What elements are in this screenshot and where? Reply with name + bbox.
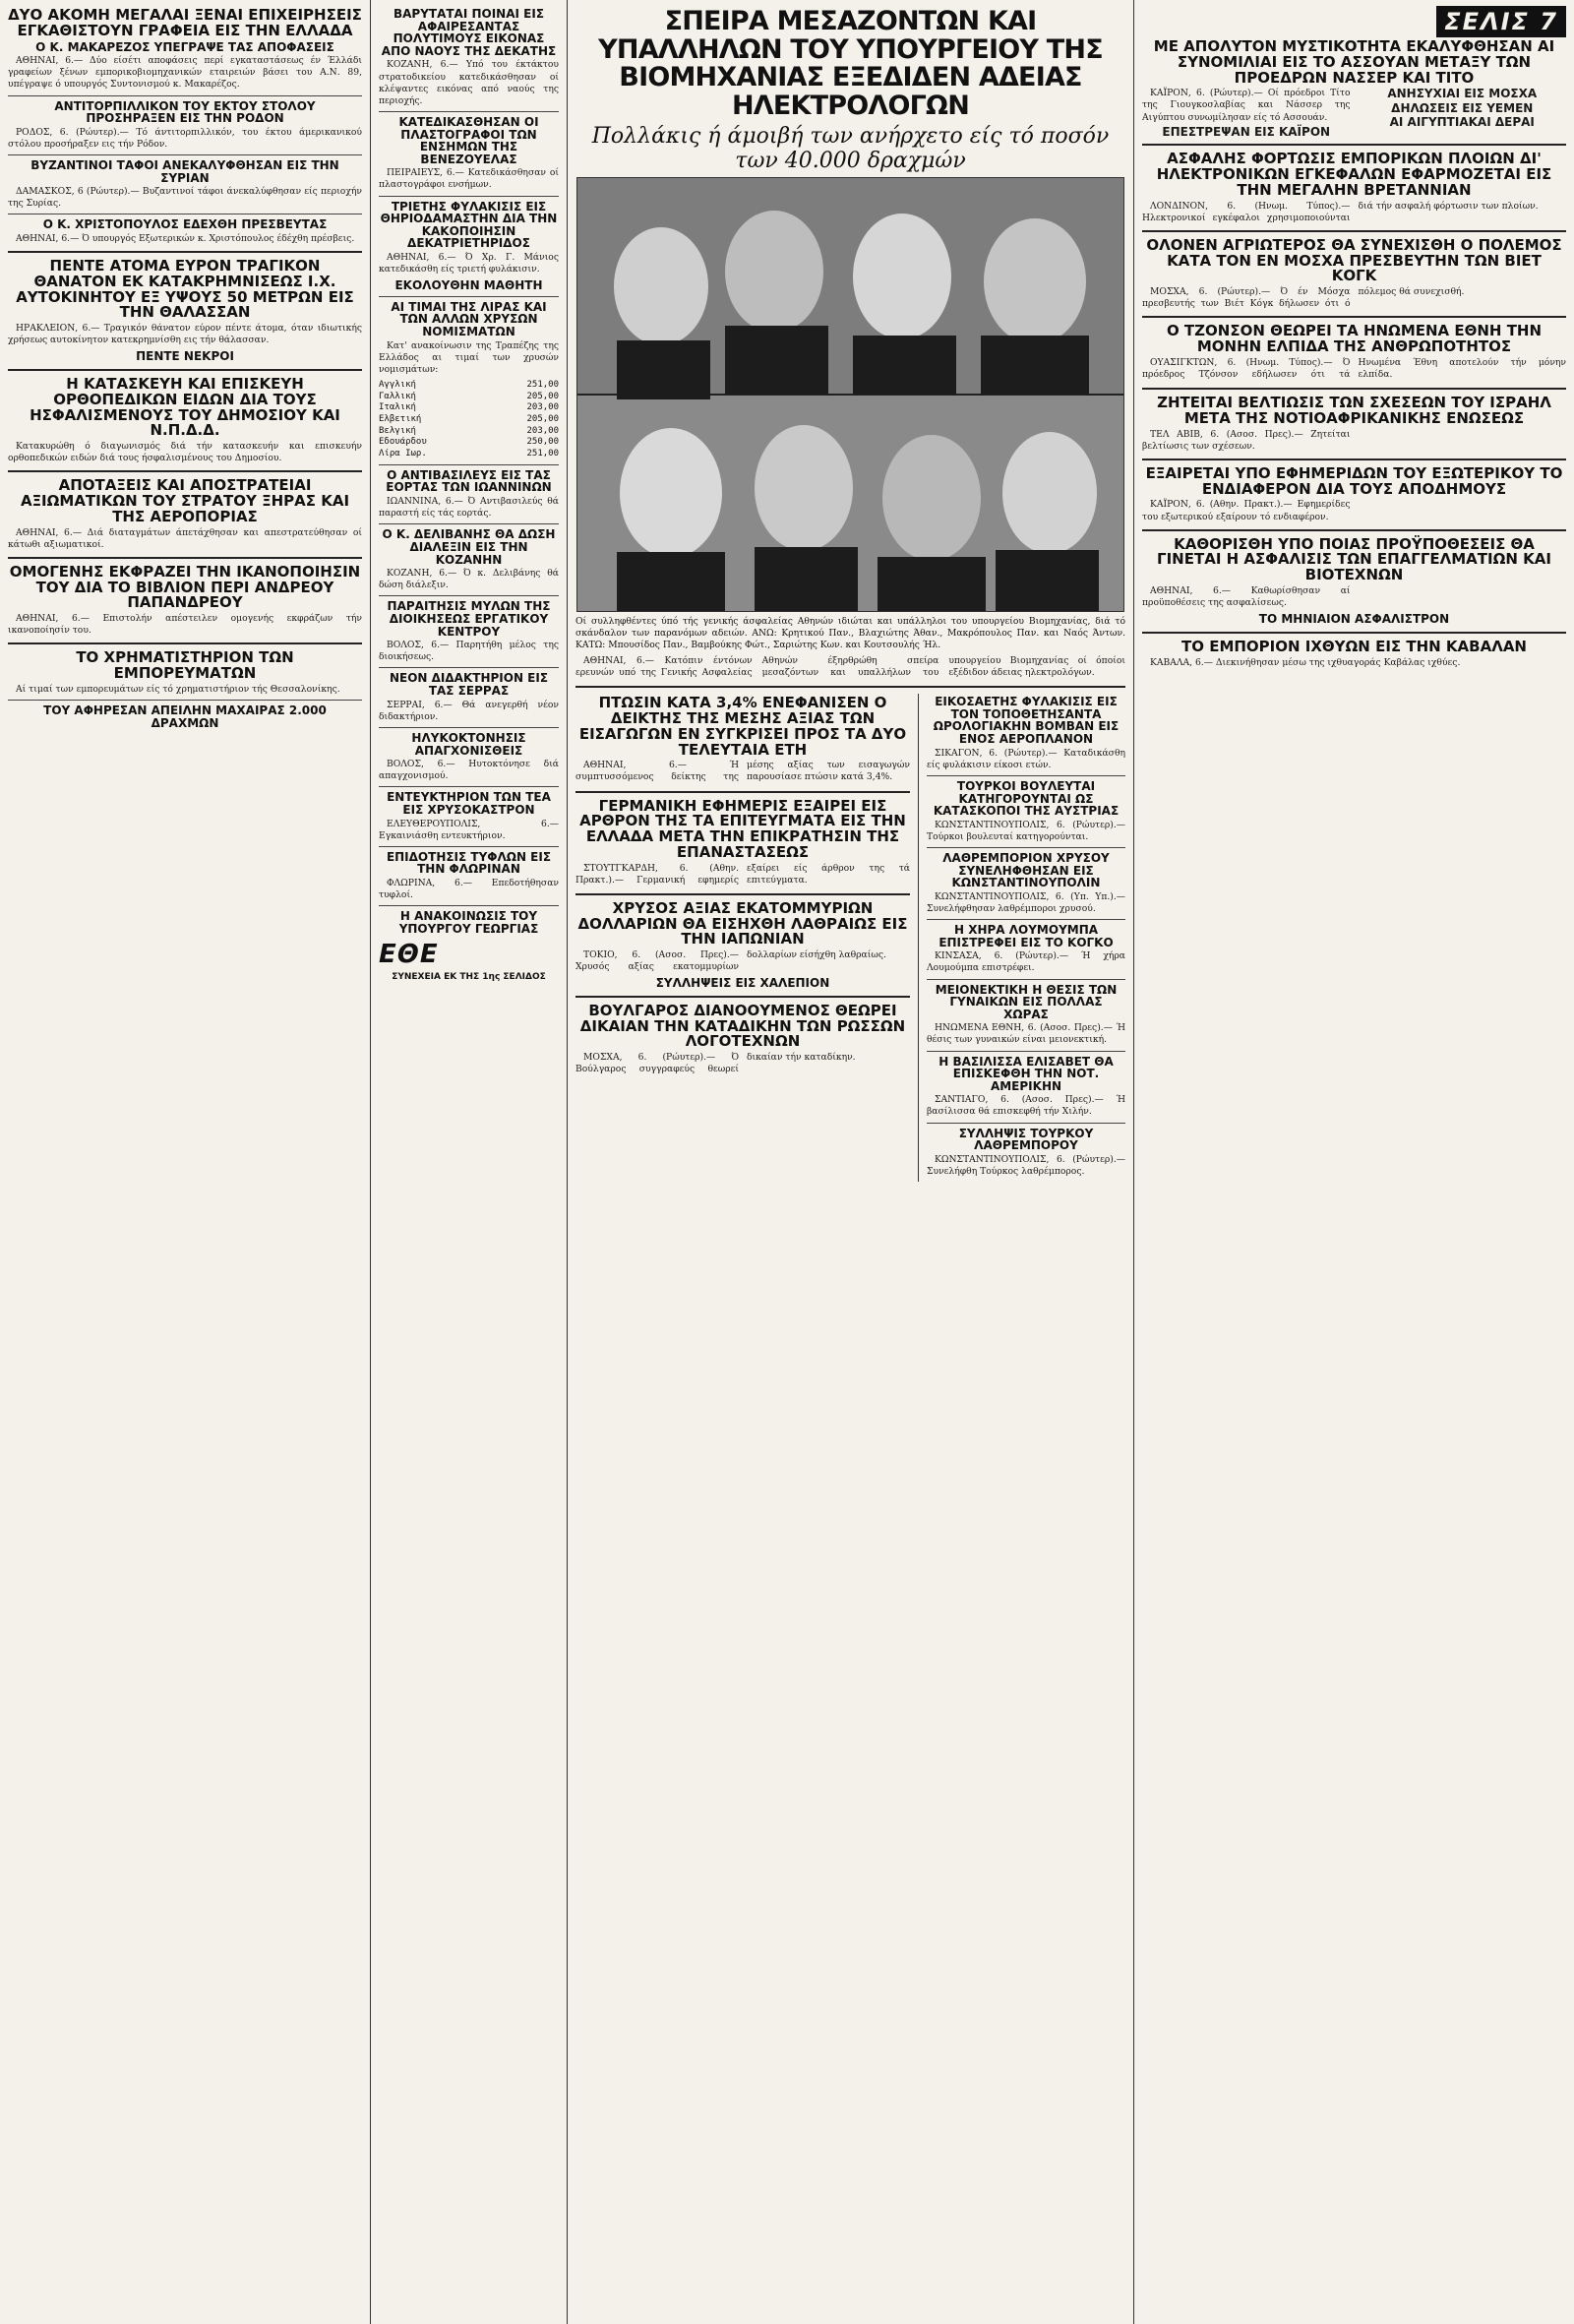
headline-school-serres: ΝΕΟΝ ΔΙΔΑΚΤΗΡΙΟΝ ΕΙΣ ΤΑΣ ΣΕΡΡΑΣ [389, 671, 549, 699]
subhead-cairo: ΕΠΕΣΤΡΕΨΑΝ ΕΙΣ ΚΑΪΡΟΝ [1162, 124, 1331, 139]
lower-right [927, 694, 1125, 1182]
article-blind-florina: ΦΛΩΡΙΝΑ, 6.— Επεδοτήθησαν τυφλοί. [379, 878, 559, 901]
article-fish-kavala: ΚΑΒΑΛΑ, 6.— Διεκινήθησαν μέσω της ιχθυαγοράς Καβάλας ιχθύες. [1150, 656, 1461, 668]
article-turkish-mps: ΚΩΝΣΤΑΝΤΙΝΟΥΠΟΛΙΣ, 6. (Ρώυτερ).— Τούρκοι βουλευταί κατηγορούνται. [927, 819, 1125, 842]
article-car-crash: ΗΡΑΚΛΕΙΟΝ, 6.— Τραγικόν θάνατον εύρον πέντε άτομα, όταν ιδιωτικής χρήσεως αυτοκίνητον κατεκρημνίσθη εις τήν θάλασσαν. [8, 323, 362, 346]
article-destroyer-rhodes: ΡΟΔΟΣ, 6. (Ρώυτερ).— Τό άντιτορπιλλικόν, του έκτου άμερικανικού στόλου προσήραξεν εις τήν Ρόδον. [8, 126, 362, 150]
headline-women-status: ΜΕΙΟΝΕΚΤΙΚΗ Η ΘΕΣΙΣ ΤΩΝ ΓΥΝΑΙΚΩΝ ΕΙΣ ΠΟΛΛΑΣ ΧΩΡΑΣ [935, 982, 1118, 1021]
price-name: Βελγική [379, 425, 416, 436]
headline-queen-elizabeth: Η ΒΑΣΙΛΙΣΣΑ ΕΛΙΣΑΒΕΤ ΘΑ ΕΠΙΣΚΕΦΘΗ ΤΗΝ ΝΟΤ. ΑΜΕΡΙΚΗΝ [938, 1054, 1114, 1093]
article-gold-prices: Κατ' ανακοίνωσιν της Τραπέζης της Ελλάδος αι τιμαί των χρυσών νομισμάτων: [379, 339, 559, 375]
price-value: 205,00 [526, 391, 559, 401]
headline-israel-safrica: ΖΗΤΕΙΤΑΙ ΒΕΛΤΙΩΣΙΣ ΤΩΝ ΣΧΕΣΕΩΝ ΤΟΥ ΙΣΡΑΗΛ ΜΕΤΑ ΤΗΣ ΝΟΤΙΟΑΦΡΙΚΑΝΙΚΗΣ ΕΝΩΣΕΩΣ [1157, 394, 1551, 427]
article-icons-theft: ΚΟΖΑΝΗ, 6.— Υπό του έκτάκτου στρατοδικείου κατεδικάσθησαν οί κλέψαντες εικόνας από ναούς της περιοχής. [379, 59, 559, 106]
subhead-five-dead: ΠΕΝΤΕ ΝΕΚΡΟΙ [136, 349, 234, 364]
gold-price-table [379, 380, 559, 460]
article-israel-safrica: ΤΕΛ ΑΒΙΒ, 6. (Ασοσ. Πρες).— Ζητείται βελτίωσις των σχέσεων. [1142, 428, 1351, 452]
article-christopoulos: ΑΘΗΝΑΙ, 6.— Ό υπουργός Εξωτερικών κ. Χριστόπουλος έδέχθη πρέσβεις. [16, 233, 355, 245]
continued-label: ΣΥΝΕΧΕΙΑ ΕΚ ΤΗΣ 1ης ΣΕΛΙΔΟΣ [392, 971, 546, 982]
headline-resignation: ΠΑΡΑΙΤΗΣΙΣ ΜΥΛΩΝ ΤΗΣ ΔΙΟΙΚΗΣΕΩΣ ΕΡΓΑΤΙΚΟΥ ΚΕΝΤΡΟΥ [387, 599, 551, 639]
price-value: 251,00 [526, 449, 559, 459]
article-johnson-un: ΟΥΑΣΙΓΚΤΩΝ, 6. (Ηνωμ. Τύπος).— Ό πρόεδρος Τζόνσον εδήλωσεν ότι τά Ηνωμένα Έθνη αποτελούν τήν μόνην ελπίδα. [1142, 356, 1566, 380]
article-school-serres: ΣΕΡΡΑΙ, 6.— Θά ανεγερθή νέον διδακτήριον. [379, 699, 559, 722]
subhead-makarezos: Ο Κ. ΜΑΚΑΡΕΖΟΣ ΥΠΕΓΡΑΨΕ ΤΑΣ ΑΠΟΦΑΣΕΙΣ [35, 39, 334, 54]
headline-turkish-mps: ΤΟΥΡΚΟΙ ΒΟΥΛΕΥΤΑΙ ΚΑΤΗΓΟΡΟΥΝΤΑΙ ΩΣ ΚΑΤΑΣΚΟΠΟΙ ΤΗΣ ΑΥΣΤΡΙΑΣ [933, 778, 1120, 819]
headline-club-chrysokastro: ΕΝΤΕΥΚΤΗΡΙΟΝ ΤΩΝ ΤΕΑ ΕΙΣ ΧΡΥΣΟΚΑΣΤΡΟΝ [387, 790, 551, 817]
article-vietcong: ΜΟΣΧΑ, 6. (Ρώυτερ).— Ό έν Μόσχα πρεσβευτής των Βιέτ Κόγκ δήλωσεν ότι ό πόλεμος θά συνεχισθή. [1142, 286, 1465, 310]
lower-section [575, 694, 1125, 1182]
article-bomb-plane: ΣΙΚΑΓΟΝ, 6. (Ρώυτερ).— Καταδικάσθη είς φυλάκισιν είκοσι ετών. [927, 747, 1125, 770]
main-subheadline: Πολλάκις ή άμοιβή των ανήρχετο είς τό ποσόν των 40.000 δραχμών [591, 124, 1110, 174]
subhead-yemen: ΔΗΛΩΣΕΙΣ ΕΙΣ ΥΕΜΕΝ [1391, 100, 1534, 115]
subhead-monthly-premium: ΤΟ ΜΗΝΙΑΙΟΝ ΑΣΦΑΛΙΣΤΡΟΝ [1258, 612, 1450, 627]
article-bulgarian: ΜΟΣΧΑ, 6. (Ρώυτερ).— Ό Βούλγαρος συγγραφεύς θεωρεί δικαίαν τήν καταδίκην. [575, 1052, 856, 1075]
price-row [379, 380, 559, 392]
article-orthopedic: Κατακυρώθη ό διαγωνισμός διά τήν κατασκευήν και επισκευήν ορθοπεδικών ειδών διά τους ήσφαλισμένους του Δημοσίου. [8, 441, 362, 464]
price-name: Εδουάρδου [379, 437, 427, 448]
suspects-photo-image [577, 178, 1123, 611]
price-name: Ιταλική [379, 402, 416, 413]
price-row [379, 437, 559, 449]
photo-caption: Οί συλληφθέντες ύπό τής γενικής άσφαλείας Αθηνών ιδιώται και υπάλληλοι του υπουργείου Βιομηχανίας, διά τό σκάνδαλον των παρανόμων αδειών. ΑΝΩ: Κρητικού Παν., Βλαχιώτης Άθαν., Μακρόπουλος Παν. και Ναός Άντων. ΚΑΤΩ: Μπουσίδος Παν., Βαμβούκης Φώτ., Σαριώτης Κων. και Κουτσουλής Ήλ. [575, 616, 1125, 651]
headline-blind-florina: ΕΠΙΔΟΤΗΣΙΣ ΤΥΦΛΩΝ ΕΙΣ ΤΗΝ ΦΛΩΡΙΝΑΝ [386, 849, 552, 877]
headline-destroyer-rhodes: ΑΝΤΙΤΟΡΠΙΛΛΙΚΟΝ ΤΟΥ ΕΚΤΟΥ ΣΤΟΛΟΥ ΠΡΟΣΗΡΑΞΕΝ ΕΙΣ ΤΗΝ ΡΟΔΟΝ [54, 98, 316, 126]
page-number: ΣΕΛΙΣ 7 [1436, 6, 1566, 37]
article-officers: ΑΘΗΝΑΙ, 6.— Διά διαταγμάτων άπετάχθησαν και απεστρατεύθησαν οί κάτωθι αξιωματικοί. [8, 526, 362, 550]
article-women-status: ΗΝΩΜΕΝΑ ΕΘΝΗ, 6. (Ασοσ. Πρες).— Ή θέσις των γυναικών είναι μειονεκτική. [927, 1022, 1125, 1046]
price-name: Αγγλική [379, 380, 416, 391]
price-name: Γαλλική [379, 391, 416, 401]
price-value: 251,00 [526, 380, 559, 391]
lower-left [575, 694, 910, 1182]
headline-animal-tamer: ΤΡΙΕΤΗΣ ΦΥΛΑΚΙΣΙΣ ΕΙΣ ΘΗΡΙΟΔΑΜΑΣΤΗΝ ΔΙΑ ΤΗΝ ΚΑΚΟΠΟΙΗΣΙΝ ΔΕΚΑΤΡΙΕΤΗΡΙΔΟΣ [380, 199, 558, 251]
article-delivanis: ΚΟΖΑΝΗ, 6.— Ό κ. Δελιβάνης θά δώση διάλεξιν. [379, 568, 559, 591]
headline-orthopedic: Η ΚΑΤΑΣΚΕΥΗ ΚΑΙ ΕΠΙΣΚΕΥΗ ΟΡΘΟΠΕΔΙΚΩΝ ΕΙΔΩΝ ΔΙΑ ΤΟΥΣ ΗΣΦΑΛΙΣΜΕΝΟΥΣ ΤΟΥ ΔΗΜΟΣΙΟΥ ΚΑΙ Ν.Π.Δ.Δ. [30, 375, 340, 440]
article-papandreou-book: ΑΘΗΝΑΙ, 6.— Επιστολήν απέστειλεν ομογενής εκφράζων τήν ικανοποίησίν του. [8, 613, 362, 637]
column-4 [1134, 0, 1574, 2324]
article-emigrants: ΚΑΪΡΟΝ, 6. (Αθην. Πρακτ.).— Εφημερίδες του εξωτερικού εξαίρουν τό ενδιαφέρον. [1142, 499, 1351, 522]
price-row [379, 449, 559, 460]
article-club-chrysokastro: ΕΛΕΥΘΕΡΟΥΠΟΛΙΣ, 6.— Εγκαινιάσθη εντευκτήριον. [379, 818, 559, 841]
headline-electronic-loading: ΑΣΦΑΛΗΣ ΦΟΡΤΩΣΙΣ ΕΜΠΟΡΙΚΩΝ ΠΛΟΙΩΝ ΔΙ' ΗΛΕΚΤΡΟΝΙΚΩΝ ΕΓΚΕΦΑΛΩΝ ΕΦΑΡΜΟΖΕΤΑΙ ΕΙΣ ΤΗΝ ΜΕΓΑΛΗΝ ΒΡΕΤΑΝΝΙΑΝ [1156, 150, 1552, 199]
column-2 [371, 0, 567, 2324]
price-value: 203,00 [526, 402, 559, 413]
subhead-egypt: ΑΙ ΑΙΓΥΠΤΙΑΚΑΙ ΔΕΡΑΙ [1389, 115, 1535, 130]
headline-bulgarian: ΒΟΥΛΓΑΡΟΣ ΔΙΑΝΟΟΥΜΕΝΟΣ ΘΕΩΡΕΙ ΔΙΚΑΙΑΝ ΤΗΝ ΚΑΤΑΔΙΚΗΝ ΤΩΝ ΡΩΣΣΩΝ ΛΟΓΟΤΕΧΝΩΝ [579, 1001, 906, 1051]
article-nasser-tito: ΚΑΪΡΟΝ, 6. (Ρώυτερ).— Οί πρόεδροι Τίτο της Γιουγκοσλαβίας και Νάσσερ της Αιγύπτου συνωμίλησαν είς τό Ασσουάν. ΕΠΕΣΤΡΕΨΑΝ ΕΙΣ ΚΑΪΡΟΝ ΑΝΗΣΥΧΙΑΙ ΕΙΣ ΜΟΣΧΑ ΔΗΛΩΣΕΙΣ ΕΙΣ ΥΕΜΕΝ ΑΙ ΑΙΓΥΠΤΙΑΚΑΙ ΔΕΡΑΙ [1142, 88, 1566, 138]
headline-vietcong: ΟΛΟΝΕΝ ΑΓΡΙΩΤΕΡΟΣ ΘΑ ΣΥΝΕΧΙΣΘΗ Ο ΠΟΛΕΜΟΣ ΚΑΤΑ ΤΟΝ ΕΝ ΜΟΣΧΑ ΠΡΕΣΒΕΥΤΗΝ ΤΩΝ ΒΙΕΤ ΚΟΓΚ [1146, 235, 1562, 285]
headline-officers: ΑΠΟΤΑΞΕΙΣ ΚΑΙ ΑΠΟΣΤΡΑΤΕΙΑΙ ΑΞΙΩΜΑΤΙΚΩΝ ΤΟΥ ΣΤΡΑΤΟΥ ΞΗΡΑΣ ΚΑΙ ΤΗΣ ΑΕΡΟΠΟΡΙΑΣ [20, 476, 350, 525]
headline-fish-kavala: ΤΟ ΕΜΠΟΡΙΟΝ ΙΧΘΥΩΝ ΕΙΣ ΤΗΝ ΚΑΒΑΛΑΝ [1181, 637, 1527, 655]
page-number-logo [1142, 6, 1566, 37]
article-byzantine-tombs: ΔΑΜΑΣΚΟΣ, 6 (Ρώυτερ).— Βυζαντινοί τάφοι άνεκαλύφθησαν είς περιοχήν της Συρίας. [8, 186, 362, 210]
headline-christopoulos: Ο Κ. ΧΡΙΣΤΟΠΟΥΛΟΣ ΕΔΕΧΘΗ ΠΡΕΣΒΕΥΤΑΣ [42, 217, 328, 232]
ethe-logo: ΕΘΕ [379, 939, 439, 969]
article-insurance: ΑΘΗΝΑΙ, 6.— Καθωρίσθησαν αί προϋποθέσεις της ασφαλίσεως. [1142, 584, 1351, 609]
subhead-moscow: ΑΝΗΣΥΧΙΑΙ ΕΙΣ ΜΟΣΧΑ [1387, 87, 1538, 101]
headline-gold-smuggling: ΛΑΘΡΕΜΠΟΡΙΟΝ ΧΡΥΣΟΥ ΣΥΝΕΛΗΦΘΗΣΑΝ ΕΙΣ ΚΩΝΣΤΑΝΤΙΝΟΥΠΟΛΙΝ [942, 850, 1110, 890]
headline-gold-prices: ΑΙ ΤΙΜΑΙ ΤΗΣ ΛΙΡΑΣ ΚΑΙ ΤΩΝ ΑΛΛΩΝ ΧΡΥΣΩΝ ΝΟΜΙΣΜΑΤΩΝ [391, 299, 547, 339]
headline-byzantine-tombs: ΒΥΖΑΝΤΙΝΟΙ ΤΑΦΟΙ ΑΝΕΚΑΛΥΦΘΗΣΑΝ ΕΙΣ ΤΗΝ ΣΥΡΙΑΝ [30, 157, 339, 185]
headline-icons-theft: ΒΑΡΥΤΑΤΑΙ ΠΟΙΝΑΙ ΕΙΣ ΑΦΑΙΡΕΣΑΝΤΑΣ ΠΟΛΥΤΙΜΟΥΣ ΕΙΚΟΝΑΣ ΑΠΟ ΝΑΟΥΣ ΤΗΣ ΔΕΚΑΤΗΣ [381, 7, 557, 58]
headline-gold-japan: ΧΡΥΣΟΣ ΑΞΙΑΣ ΕΚΑΤΟΜΜΥΡΙΩΝ ΔΟΛΛΑΡΙΩΝ ΘΑ ΕΙΣΗΧΘΗ ΛΑΘΡΑΙΩΣ ΕΙΣ ΤΗΝ ΙΑΠΩΝΙΑΝ [577, 898, 908, 948]
headline-johnson-un: Ο ΤΖΟΝΣΟΝ ΘΕΩΡΕΙ ΤΑ ΗΝΩΜΕΝΑ ΕΘΝΗ ΤΗΝ ΜΟΝΗΝ ΕΛΠΙΔΑ ΤΗΣ ΑΝΘΡΩΠΟΤΗΤΟΣ [1166, 322, 1543, 356]
article-foreign-offices: ΑΘΗΝΑΙ, 6.— Δύο είσέτι αποφάσεις περί εγκαταστάσεως έν Έλλάδι γραφείων ξένων εμπορικοβιομηχανικών εταιρειών βάσει του Α.Ν. 89, υπέγραψε ό υπουργός Συντονισμού κ. Μακαρέζος. [8, 55, 362, 91]
headline-delivanis: Ο Κ. ΔΕΛΙΒΑΝΗΣ ΘΑ ΔΩΣΗ ΔΙΑΛΕΞΙΝ ΕΙΣ ΤΗΝ ΚΟΖΑΝΗΝ [382, 527, 556, 567]
price-name: Λίρα Ιωρ. [379, 449, 427, 459]
subhead-arrests-aleppo: ΣΥΛΛΗΨΕΙΣ ΕΙΣ ΧΑΛΕΠΙΟΝ [655, 976, 830, 991]
price-name: Ελβετική [379, 414, 422, 425]
headline-knife-robbery: ΤΟΥ ΑΦΗΡΕΣΑΝ ΑΠΕΙΛΗΝ ΜΑΧΑΙΡΑΣ 2.000 ΔΡΑΧΜΩΝ [43, 703, 327, 730]
headline-lumumba-widow: Η ΧΗΡΑ ΛΟΥΜΟΥΜΠΑ ΕΠΙΣΤΡΕΦΕΙ ΕΙΣ ΤΟ ΚΟΓΚΟ [938, 923, 1114, 949]
headline-stamp-forgers: ΚΑΤΕΔΙΚΑΣΘΗΣΑΝ ΟΙ ΠΛΑΣΤΟΓΡΑΦΟΙ ΤΩΝ ΕΝΣΗΜΩΝ ΤΗΣ ΒΕΝΕΖΟΥΕΛΑΣ [398, 114, 539, 166]
article-imports-index: ΑΘΗΝΑΙ, 6.— Ή συμπτυσσόμενος δείκτης της μέσης αξίας των εισαγωγών παρουσίασε πτώσιν κατά 3,4%. [575, 760, 910, 783]
article-lumumba-widow: ΚΙΝΣΑΣΑ, 6. (Ρώυτερ).— Ή χήρα Λουμούμπα επιστρέφει. [927, 950, 1125, 974]
price-value: 250,00 [526, 437, 559, 448]
column-1 [0, 0, 370, 2324]
headline-commodity-exchange: ΤΟ ΧΡΗΜΑΤΙΣΤΗΡΙΟΝ ΤΩΝ ΕΜΠΟΡΕΥΜΑΤΩΝ [76, 648, 294, 683]
price-value: 203,00 [526, 425, 559, 436]
headline-agriculture-minister: Η ΑΝΑΚΟΙΝΩΣΙΣ ΤΟΥ ΥΠΟΥΡΓΟΥ ΓΕΩΡΓΙΑΣ [398, 909, 539, 936]
price-row [379, 402, 559, 414]
price-row [379, 392, 559, 403]
headline-foreign-offices: ΔΥΟ ΑΚΟΜΗ ΜΕΓΑΛΑΙ ΞΕΝΑΙ ΕΠΙΧΕΙΡΗΣΕΙΣ ΕΓΚΑΘΙΣΤΟΥΝ ΓΡΑΦΕΙΑ ΕΙΣ ΤΗΝ ΕΛΛΑΔΑ [8, 6, 362, 39]
price-value: 205,00 [526, 414, 559, 425]
article-animal-tamer: ΑΘΗΝΑΙ, 6.— Ό Χρ. Γ. Μάνιος κατεδικάσθη είς τριετή φυλάκισιν. [379, 251, 559, 275]
price-row [379, 426, 559, 438]
article-electronic-loading: ΛΟΝΔΙΝΟΝ, 6. (Ηνωμ. Τύπος).— Ηλεκτρονικοί εγκέφαλοι χρησιμοποιούνται διά τήν ασφαλή φόρτωσιν των πλοίων. [1142, 200, 1539, 223]
headline-suicide: ΗΛΥΚΟΚΤΟΝΗΣΙΣ ΑΠΑΓΧΟΝΙΣΘΕΙΣ [411, 730, 526, 758]
headline-bomb-plane: ΕΙΚΟΣΑΕΤΗΣ ΦΥΛΑΚΙΣΙΣ ΕΙΣ ΤΟΝ ΤΟΠΟΘΕΤΗΣΑΝΤΑ ΩΡΟΛΟΓΙΑΚΗΝ ΒΟΜΒΑΝ ΕΙΣ ΕΝΟΣ ΑΕΡΟΠΛΑΝΟΝ [933, 695, 1120, 747]
main-headline: ΣΠΕΙΡΑ ΜΕΣΑΖΟΝΤΩΝ ΚΑΙ ΥΠΑΛΛΗΛΩΝ ΤΟΥ ΥΠΟΥΡΓΕΙΟΥ ΤΗΣ ΒΙΟΜΗΧΑΝΙΑΣ ΕΞΕΔΙΔΕΝ ΑΔΕΙΑΣ ΗΛΕΚΤΡΟΛΟΓΩΝ [598, 6, 1103, 121]
article-gold-smuggling: ΚΩΝΣΤΑΝΤΙΝΟΥΠΟΛΙΣ, 6. (Υπ. Υπ.).— Συνελήφθησαν λαθρέμποροι χρυσού. [927, 890, 1125, 914]
headline-german-paper: ΓΕΡΜΑΝΙΚΗ ΕΦΗΜΕΡΙΣ ΕΞΑΙΡΕΙ ΕΙΣ ΑΡΘΡΟΝ ΤΗΣ ΤΑ ΕΠΙΤΕΥΓΜΑΤΑ ΕΙΣ ΤΗΝ ΕΛΛΑΔΑ ΜΕΤΑ ΤΗΝ ΕΠΙΚΡΑΤΗΣΙΝ ΤΗΣ ΕΠΑΝΑΣΤΑΣΕΩΣ [579, 796, 906, 861]
headline-insurance: ΚΑΘΟΡΙΣΘΗ ΥΠΟ ΠΟΙΑΣ ΠΡΟΫΠΟΘΕΣΕΙΣ ΘΑ ΓΙΝΕΤΑΙ Η ΑΣΦΑΛΙΣΙΣ ΤΩΝ ΕΠΑΓΓΕΛΜΑΤΙΩΝ ΚΑΙ ΒΙΟΤΕΧΝΩΝ [1157, 534, 1551, 584]
headline-car-crash: ΠΕΝΤΕ ΑΤΟΜΑ ΕΥΡΟΝ ΤΡΑΓΙΚΟΝ ΘΑΝΑΤΟΝ ΕΚ ΚΑΤΑΚΡΗΜΝΙΣΕΩΣ Ι.Χ. ΑΥΤΟΚΙΝΗΤΟΥ ΕΞ ΥΨΟΥΣ 50 ΜΕΤΡΩΝ ΕΙΣ ΤΗΝ ΘΑΛΑΣΣΑΝ [16, 257, 354, 322]
headline-turkish-smuggler: ΣΥΛΛΗΨΙΣ ΤΟΥΡΚΟΥ ΛΑΘΡΕΜΠΟΡΟΥ [958, 1126, 1094, 1153]
headline-papandreou-book: ΟΜΟΓΕΝΗΣ ΕΚΦΡΑΖΕΙ ΤΗΝ ΙΚΑΝΟΠΟΙΗΣΙΝ ΤΟΥ ΔΙΑ ΤΟ ΒΙΒΛΙΟΝ ΠΕΡΙ ΑΝΔΡΕΟΥ ΠΑΠΑΝΔΡΕΟΥ [9, 562, 361, 612]
column-3 [568, 0, 1133, 2324]
article-suicide: ΒΟΛΟΣ, 6.— Ηυτοκτόνησε διά απαγχονισμού. [379, 759, 559, 782]
price-row [379, 414, 559, 426]
article-resignation: ΒΟΛΟΣ, 6.— Παρητήθη μέλος της διοικήσεως. [379, 640, 559, 663]
article-queen-elizabeth: ΣΑΝΤΙΑΓΟ, 6. (Ασοσ. Πρες).— Ή βασίλισσα θά επισκεφθή τήν Χιλήν. [927, 1094, 1125, 1118]
article-german-paper: ΣΤΟΥΤΓΚΑΡΔΗ, 6. (Αθην. Πρακτ.).— Γερμανική εφημερίς εξαίρει είς άρθρον της τά επιτεύγματα. [575, 862, 910, 886]
article-main: ΑΘΗΝΑΙ, 6.— Κατόπιν έντόνων ερευνών υπό της Γενικής Ασφαλείας Αθηνών έξηρθρώθη σπείρα μεσαζόντων και υπαλλήλων του υπουργείου Βιομηχανίας οί όποίοι εξέδιδον άδειας ηλεκτρολόγων. [575, 655, 1125, 679]
headline-imports-index: ΠΤΩΣΙΝ ΚΑΤΑ 3,4% ΕΝΕΦΑΝΙΣΕΝ Ο ΔΕΙΚΤΗΣ ΤΗΣ ΜΕΣΗΣ ΑΞΙΑΣ ΤΩΝ ΕΙΣΑΓΩΓΩΝ ΕΝ ΣΥΓΚΡΙΣΕΙ ΠΡΟΣ ΤΑ ΔΥΟ ΤΕΛΕΥΤΑΙΑ ΕΤΗ [578, 694, 907, 759]
subhead-student: ΕΚΟΛΟΥΘΗΝ ΜΑΘΗΤΗ [394, 278, 543, 293]
article-stamp-forgers: ΠΕΙΡΑΙΕΥΣ, 6.— Κατεδικάσθησαν οί πλαστογράφοι ενσήμων. [379, 167, 559, 191]
article-turkish-smuggler: ΚΩΝΣΤΑΝΤΙΝΟΥΠΟΛΙΣ, 6. (Ρώυτερ).— Συνελήφθη Τούρκος λαθρέμπορος. [927, 1153, 1125, 1177]
headline-emigrants: ΕΞΑΙΡΕΤΑΙ ΥΠΟ ΕΦΗΜΕΡΙΔΩΝ ΤΟΥ ΕΞΩΤΕΡΙΚΟΥ ΤΟ ΕΝΔΙΑΦΕΡΟΝ ΔΙΑ ΤΟΥΣ ΑΠΟΔΗΜΟΥΣ [1145, 463, 1563, 498]
article-gold-japan: ΤΟΚΙΟ, 6. (Ασοσ. Πρες).— Χρυσός αξίας εκατομμυρίων δολλαρίων είσήχθη λαθραίως. [575, 949, 886, 973]
suspects-photo [576, 177, 1124, 612]
headline-regent-ioannina: Ο ΑΝΤΙΒΑΣΙΛΕΥΣ ΕΙΣ ΤΑΣ ΕΟΡΤΑΣ ΤΩΝ ΙΩΑΝΝΙΝΩΝ [386, 467, 552, 495]
headline-nasser-tito: ΜΕ ΑΠΟΛΥΤΟΝ ΜΥΣΤΙΚΟΤΗΤΑ ΕΚΑΛΥΦΘΗΣΑΝ ΑΙ ΣΥΝΟΜΙΛΙΑΙ ΕΙΣ ΤΟ ΑΣΣΟΥΑΝ ΜΕΤΑΞΥ ΤΩΝ ΠΡΟΕΔΡΩΝ ΝΑΣΣΕΡ ΚΑΙ ΤΙΤΟ [1153, 37, 1555, 87]
article-commodity-exchange: Αί τιμαί των εμπορευμάτων είς τό χρηματιστήριον τής Θεσσαλονίκης. [16, 683, 340, 695]
article-regent-ioannina: ΙΩΑΝΝΙΝΑ, 6.— Ό Αντιβασιλεύς θά παραστή είς τάς εορτάς. [379, 496, 559, 520]
